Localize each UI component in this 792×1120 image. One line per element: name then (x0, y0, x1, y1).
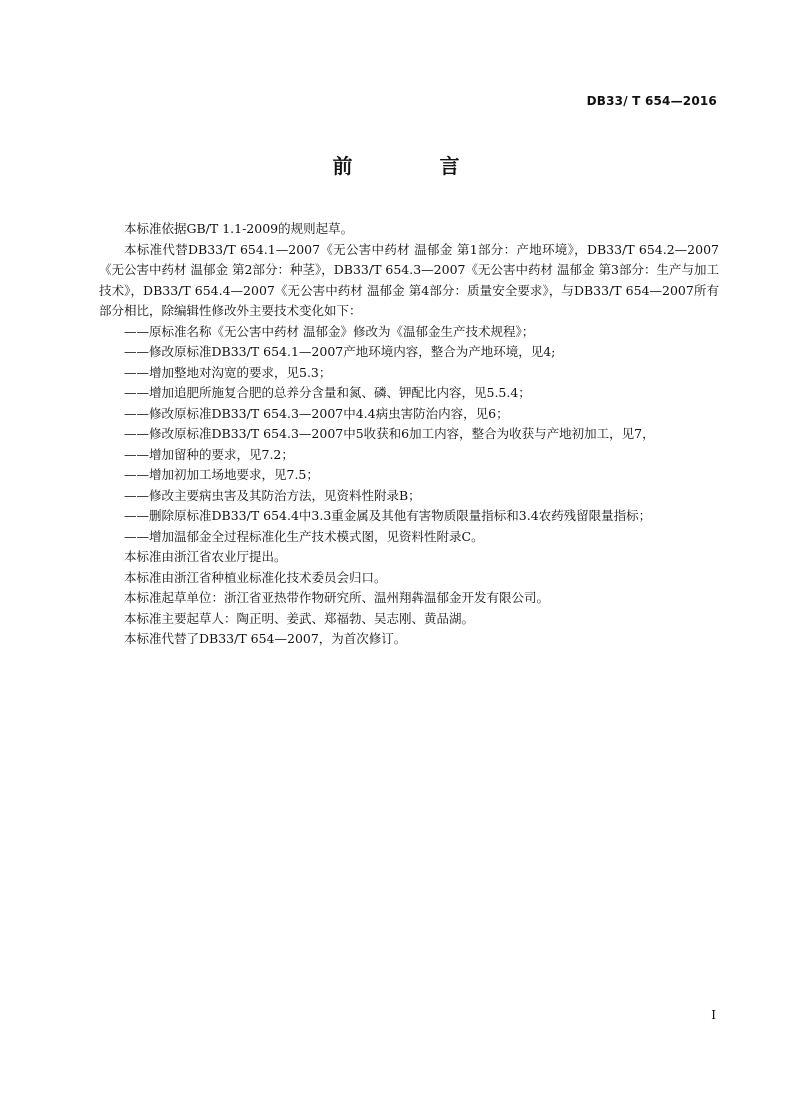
change-item: ——修改原标准DB33/T 654.3—2007中4.4病虫害防治内容，见6； (124, 405, 509, 421)
page-number: I (711, 1008, 716, 1022)
replaces-paragraph: 本标准代替DB33/T 654.1—2007《无公害中药材 温郁金 第1部分：产地环境》，DB33/T 654.2—2007《无公害中药材 温郁金 第2部分：种茎》，DB33/T 654.3—2007《无公害中药材 温郁金 第3部分：生产与加工技术》，DB33/T 654.4—2007《无公害中药材 温郁金 第4部分：质量安全要求》，与DB33/T 654—2007所有部分相比，除编辑性修改外主要技术变化如下： (99, 241, 719, 318)
change-item: ——修改原标准DB33/T 654.1—2007产地环境内容，整合为产地环境，见4; (124, 344, 556, 359)
drafting-units-line: 本标准起草单位：浙江省亚热带作物研究所、温州翔犇温郁金开发有限公司。 (124, 590, 550, 605)
foreword-body (99, 219, 719, 650)
change-item: ——增加温郁金全过程标准化生产技术模式图，见资料性附录C。 (124, 528, 484, 544)
change-item: ——增加初加工场地要求，见7.5； (124, 467, 319, 482)
revision-line: 本标准代替了DB33/T 654—2007，为首次修订。 (124, 631, 407, 646)
drafters-line: 本标准主要起草人：陶正明、姜武、郑福勃、吴志刚、黄品湖。 (124, 610, 475, 626)
change-item: ——增加留种的要求，见7.2； (124, 446, 294, 462)
change-item: ——删除原标准DB33/T 654.4中3.3重金属及其他有害物质限量指标和3.4农药残留限量指标； (124, 508, 652, 523)
page-title: 前 言 (332, 154, 500, 178)
proposer-line: 本标准由浙江省农业厅提出。 (124, 549, 287, 564)
change-item: ——增加追肥所施复合肥的总养分含量和氮、磷、钾配比内容，见5.5.4； (124, 385, 531, 400)
drafting-rule-paragraph: 本标准依据GB/T 1.1-2009的规则起草。 (124, 221, 354, 236)
change-item: ——原标准名称《无公害中药材 温郁金》修改为《温郁金生产技术规程》； (124, 323, 535, 339)
committee-line: 本标准由浙江省种植业标准化技术委员会归口。 (124, 569, 387, 585)
change-item: ——修改主要病虫害及其防治方法，见资料性附录B； (124, 487, 421, 503)
standard-code: DB33/ T 654—2016 (586, 94, 717, 108)
change-item: ——修改原标准DB33/T 654.3—2007中5收获和6加工内容，整合为收获与产地初加工，见7， (124, 426, 655, 441)
change-item: ——增加整地对沟宽的要求，见5.3； (124, 364, 332, 380)
